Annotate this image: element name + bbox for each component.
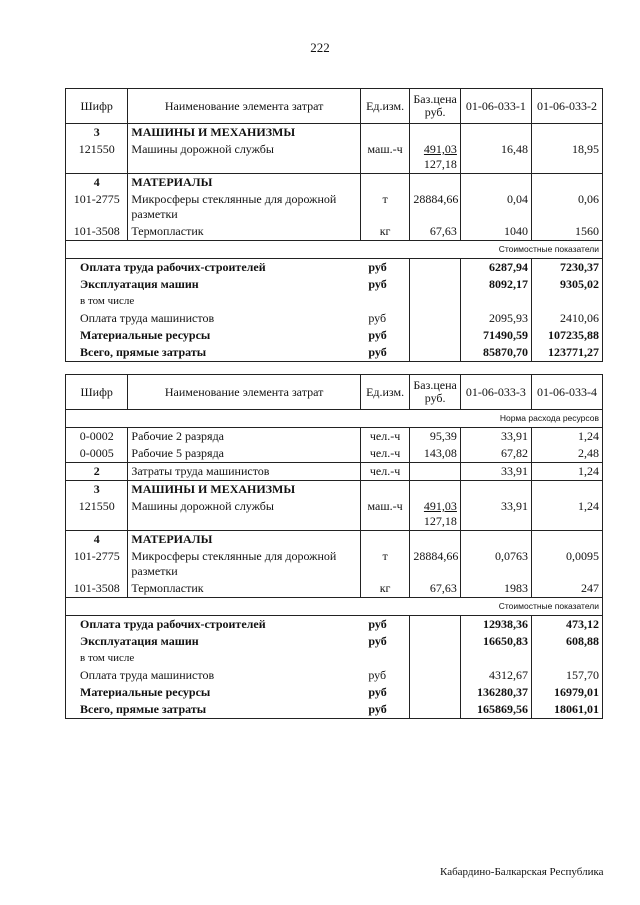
summary-row: Эксплуатация машин руб 16650,83 608,88 <box>66 633 603 650</box>
section-row: 3 МАШИНЫ И МЕХАНИЗМЫ <box>66 124 603 142</box>
cost-caption-row <box>66 598 603 616</box>
page-footer: Кабардино-Балкарская Республика <box>440 866 604 878</box>
header-code: Шифр <box>66 375 128 410</box>
table-row: 101-2775 Микросферы стеклянные для дорожной разметки т 28884,66 0,0763 0,0095 <box>66 548 603 580</box>
section-row: 3 МАШИНЫ И МЕХАНИЗМЫ <box>66 481 603 499</box>
table-row: 121550 Машины дорожной службы маш.-ч 491,03 127,18 16,48 18,95 <box>66 141 603 174</box>
table-header <box>66 375 603 410</box>
header-col3: 01-06-033-3 <box>460 375 531 410</box>
summary-row: Оплата труда машинистов руб 2095,93 2410,06 <box>66 310 603 327</box>
section-row: 4 МАТЕРИАЛЫ <box>66 531 603 549</box>
summary-row: Всего, прямые затраты руб 85870,70 123771,27 <box>66 344 603 362</box>
summary-row: Эксплуатация машин руб 8092,17 9305,02 <box>66 276 603 293</box>
header-unit: Ед.изм. <box>360 89 410 124</box>
table-header <box>66 89 603 124</box>
header-code: Шифр <box>66 89 128 124</box>
summary-row: Материальные ресурсы руб 71490,59 107235,88 <box>66 327 603 344</box>
norm-caption-row <box>66 410 603 428</box>
header-unit: Ед.изм. <box>360 375 410 410</box>
header-col2: 01-06-033-2 <box>531 89 602 124</box>
table-row: 101-2775 Микросферы стеклянные для дорожной разметки т 28884,66 0,04 0,06 <box>66 191 603 223</box>
table-row: 2 Затраты труда машинистов чел.-ч 33,91 1,24 <box>66 463 603 481</box>
cost-caption-row <box>66 241 603 259</box>
norm-caption: Норма расхода ресурсов <box>66 410 603 428</box>
summary-row: Всего, прямые затраты руб 165869,56 18061,01 <box>66 701 603 719</box>
estimate-table-1 <box>65 88 603 362</box>
header-name: Наименование элемента затрат <box>128 375 360 410</box>
summary-row: в том числе <box>66 293 603 310</box>
header-col4: 01-06-033-4 <box>531 375 602 410</box>
summary-row: Оплата труда рабочих-строителей руб 6287,94 7230,37 <box>66 259 603 277</box>
page-number: 222 <box>310 40 330 55</box>
header-price: Баз.цена руб. <box>410 375 461 410</box>
section-row: 4 МАТЕРИАЛЫ <box>66 174 603 192</box>
estimate-table-2 <box>65 374 603 719</box>
table-row: 101-3508 Термопластик кг 67,63 1040 1560 <box>66 223 603 241</box>
header-col1: 01-06-033-1 <box>460 89 531 124</box>
summary-row: Материальные ресурсы руб 136280,37 16979,01 <box>66 684 603 701</box>
header-name: Наименование элемента затрат <box>128 89 360 124</box>
summary-row: в том числе <box>66 650 603 667</box>
summary-row: Оплата труда машинистов руб 4312,67 157,70 <box>66 667 603 684</box>
cost-caption: Стоимостные показатели <box>66 598 603 616</box>
cost-caption: Стоимостные показатели <box>66 241 603 259</box>
header-price: Баз.цена руб. <box>410 89 461 124</box>
table-row: 121550 Машины дорожной службы маш.-ч 491,03 127,18 33,91 1,24 <box>66 498 603 531</box>
table-row: 0-0002 Рабочие 2 разряда чел.-ч 95,39 33,91 1,24 <box>66 428 603 446</box>
table-row: 101-3508 Термопластик кг 67,63 1983 247 <box>66 580 603 598</box>
summary-row: Оплата труда рабочих-строителей руб 12938,36 473,12 <box>66 616 603 634</box>
table-row: 0-0005 Рабочие 5 разряда чел.-ч 143,08 67,82 2,48 <box>66 445 603 463</box>
